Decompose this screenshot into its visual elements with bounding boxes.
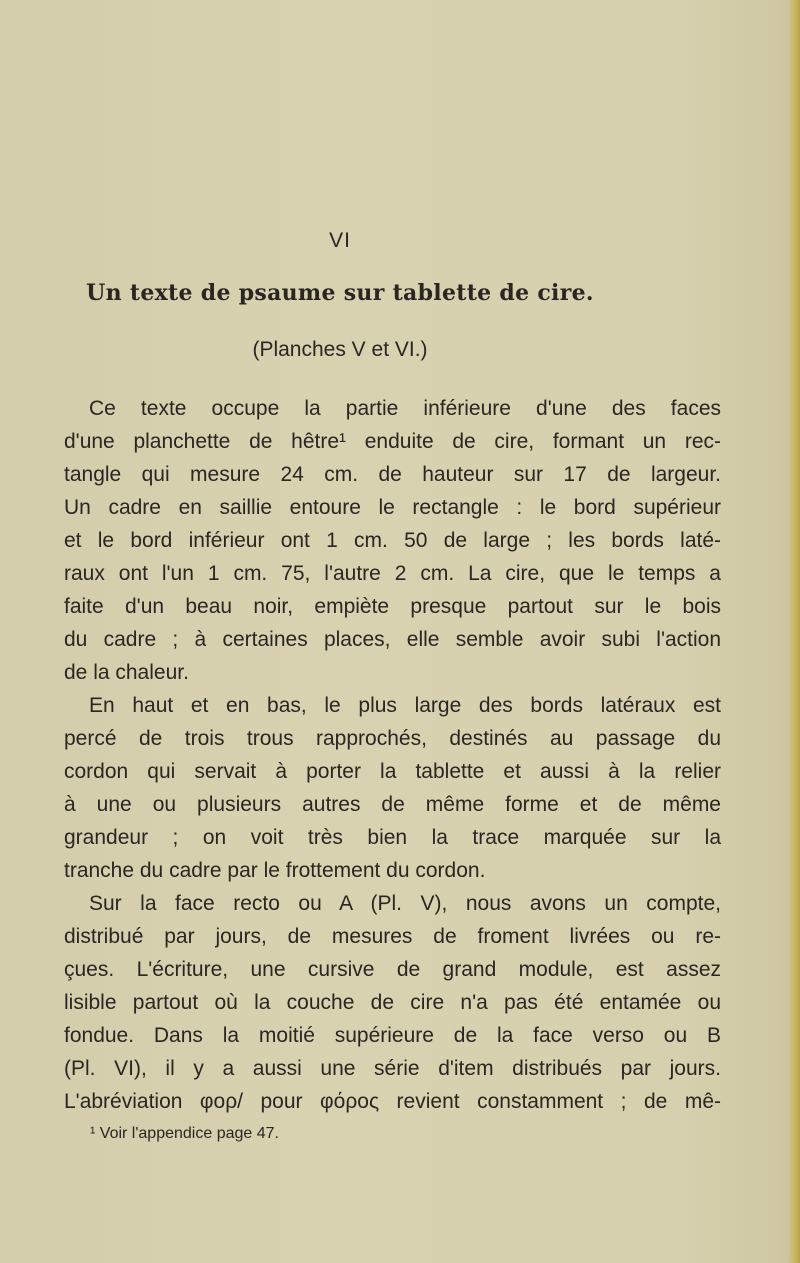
text-line: fondue. Dans la moitié supérieure de la face verso ou B bbox=[64, 1024, 721, 1047]
text-line: çues. L'écriture, une cursive de grand module, est assez bbox=[64, 958, 721, 981]
text-line: et le bord inférieur ont 1 cm. 50 de large ; les bords laté- bbox=[64, 529, 721, 552]
text-line: Un cadre en saillie entoure le rectangle : le bord supérieur bbox=[64, 496, 721, 519]
text-line: Ce texte occupe la partie inférieure d'une des faces bbox=[89, 397, 721, 420]
text-line: à une ou plusieurs autres de même forme et de même bbox=[64, 793, 721, 816]
text-line: faite d'un beau noir, empiète presque partout sur le bois bbox=[64, 595, 721, 618]
text-line: cordon qui servait à porter la tablette et aussi à la relier bbox=[64, 760, 721, 783]
chapter-title: Un texte de psaume sur tablette de cire. bbox=[86, 280, 594, 306]
text-line: tranche du cadre par le frottement du cordon. bbox=[64, 859, 486, 882]
text-line: L'abréviation φορ/ pour φόρος revient constamment ; de mê- bbox=[64, 1090, 721, 1113]
text-line: percé de trois trous rapprochés, destinés au passage du bbox=[64, 727, 721, 750]
text-line: d'une planchette de hêtre¹ enduite de cire, formant un rec- bbox=[64, 430, 721, 453]
footnote: ¹ Voir l'appendice page 47. bbox=[90, 1125, 279, 1142]
text-line: du cadre ; à certaines places, elle semble avoir subi l'action bbox=[64, 628, 721, 651]
chapter-subtitle: (Planches V et VI.) bbox=[252, 338, 428, 361]
page-edge bbox=[788, 0, 800, 1263]
text-line: (Pl. VI), il y a aussi une série d'item distribués par jours. bbox=[64, 1057, 721, 1080]
text-line: lisible partout où la couche de cire n'a pas été entamée ou bbox=[64, 991, 721, 1014]
text-line: raux ont l'un 1 cm. 75, l'autre 2 cm. La cire, que le temps a bbox=[64, 562, 721, 585]
text-line: distribué par jours, de mesures de froment livrées ou re- bbox=[64, 925, 721, 948]
text-line: Sur la face recto ou A (Pl. V), nous avons un compte, bbox=[89, 892, 721, 915]
text-line: de la chaleur. bbox=[64, 661, 189, 684]
text-line: En haut et en bas, le plus large des bords latéraux est bbox=[89, 694, 721, 717]
chapter-number: VI bbox=[329, 229, 351, 252]
text-line: tangle qui mesure 24 cm. de hauteur sur 17 de largeur. bbox=[64, 463, 721, 486]
text-line: grandeur ; on voit très bien la trace marquée sur la bbox=[64, 826, 721, 849]
